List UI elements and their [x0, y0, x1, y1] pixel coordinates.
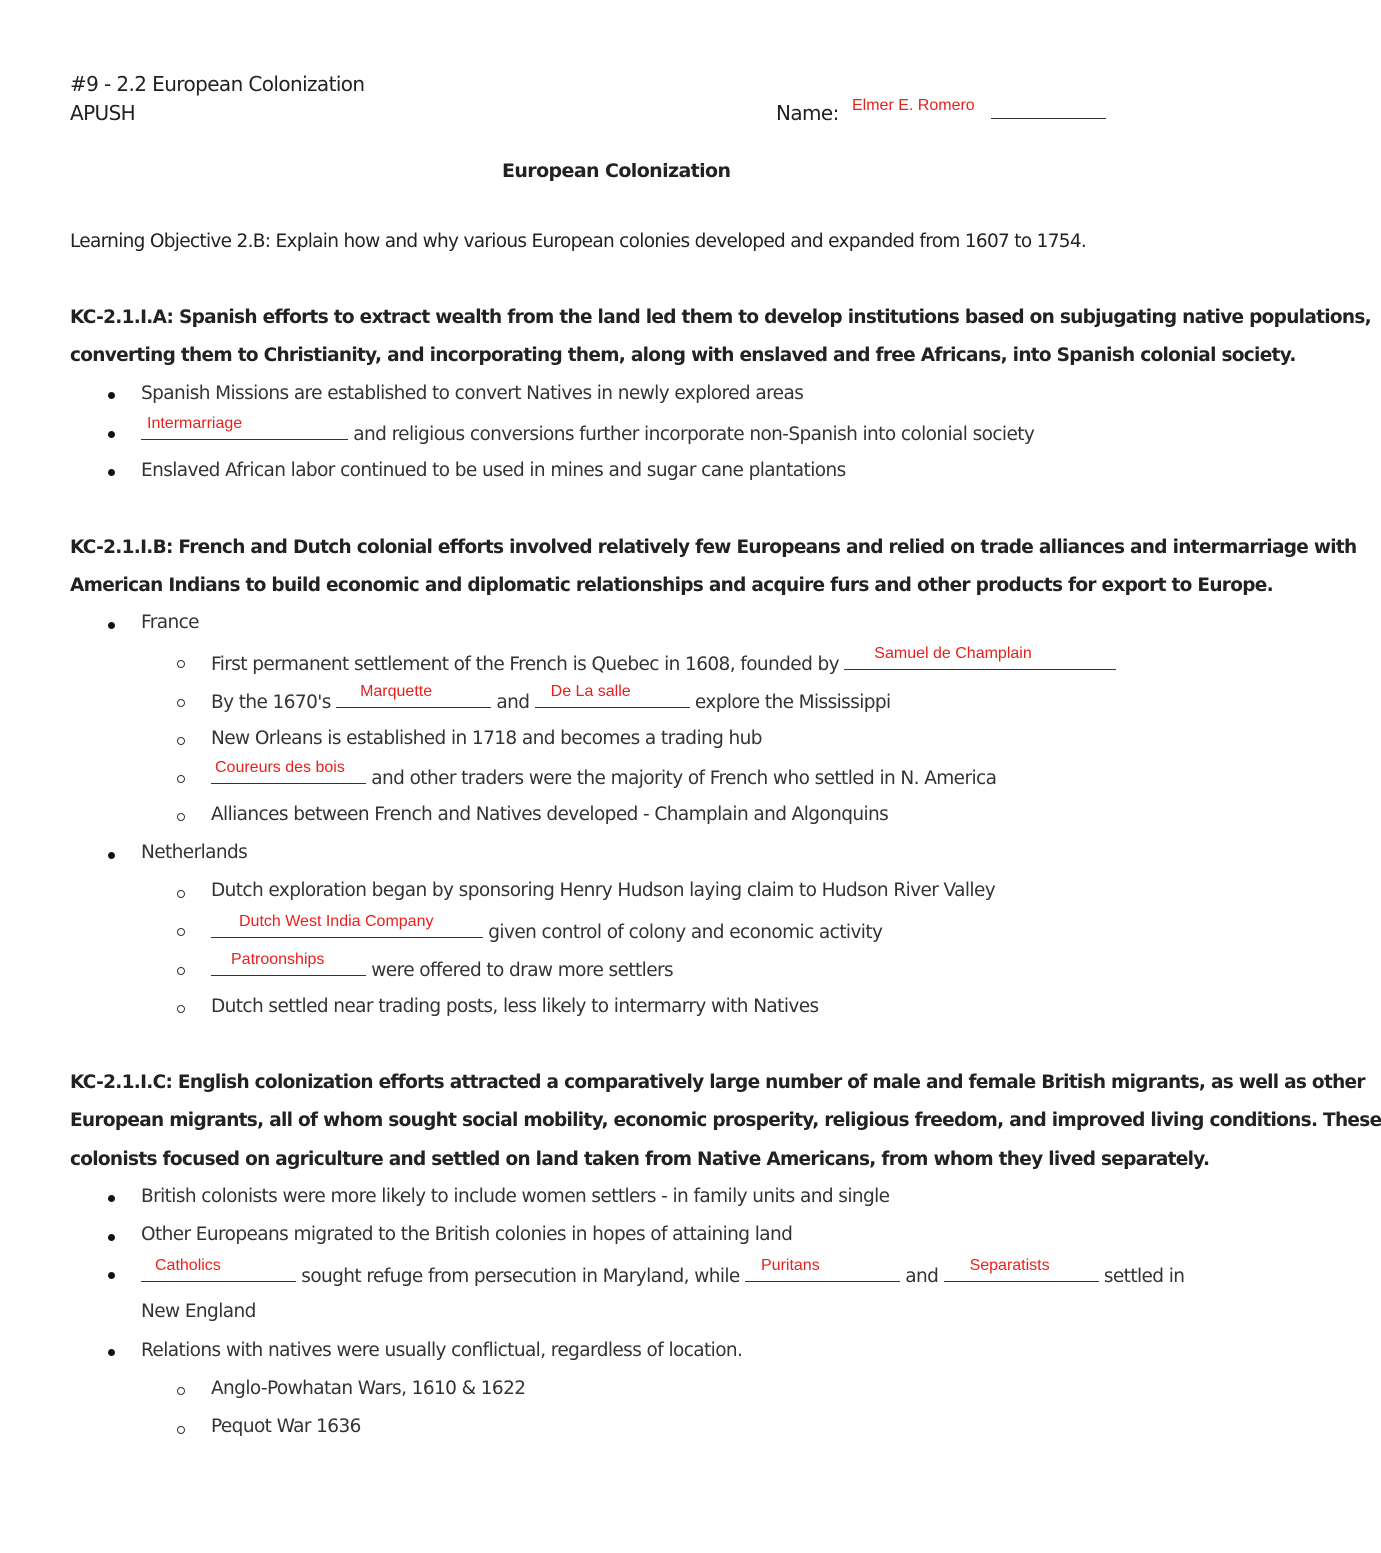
kc-a-bullet1: Spanish Missions are established to convert Natives in newly explored areas [141, 383, 804, 404]
sub-bullet-icon [177, 1387, 185, 1395]
bullet-icon [108, 852, 115, 859]
name-label: Name: [776, 101, 839, 125]
bullet-icon [108, 1349, 115, 1356]
bullet-icon [108, 1234, 115, 1241]
netherlands-item3-text: were offered to draw more settlers [371, 960, 674, 981]
kc-a-bullet3: Enslaved African labor continued to be used in mines and sugar cane plantations [141, 460, 846, 481]
sub-bullet-icon [177, 928, 185, 936]
kc-c-bullet3 [141, 1257, 1185, 1287]
kc-c-bullet3-post: settled in [1103, 1266, 1185, 1287]
answer-de-la-salle: De La salle [550, 683, 631, 700]
kc-b-line2: American Indians to build economic and diplomatic relationships and acquire furs and other products for export to Europe. [70, 575, 1273, 596]
france-item5: Alliances between French and Natives developed - Champlain and Algonquins [211, 804, 889, 825]
sub-bullet-icon [177, 775, 185, 783]
bullet-icon [108, 1195, 115, 1202]
kc-c-bullet2: Other Europeans migrated to the British colonies in hopes of attaining land [141, 1224, 793, 1245]
kc-c-bullet3-mid2: and [905, 1266, 939, 1287]
document-title: #9 - 2.2 European Colonization [70, 72, 365, 96]
kc-b-line1: KC-2.1.I.B: French and Dutch colonial efforts involved relatively few Europeans and relied on trade alliances and intermarriage with [70, 537, 1357, 558]
answer-blank [211, 759, 366, 784]
sub-bullet-icon [177, 660, 185, 668]
answer-blank [745, 1257, 900, 1282]
france-item1 [211, 645, 1116, 675]
answer-blank [944, 1257, 1099, 1282]
answer-blank [844, 645, 1116, 670]
learning-objective: Learning Objective 2.B: Explain how and why various European colonies developed and expanded from 1607 to 1754. [70, 231, 1087, 252]
kc-c-bullet4: Relations with natives were usually conflictual, regardless of location. [141, 1340, 743, 1361]
page-heading: European Colonization [502, 160, 731, 182]
sub-bullet-icon [177, 890, 185, 898]
bullet-icon [108, 431, 115, 438]
france-item4-text: and other traders were the majority of French who settled in N. America [371, 768, 997, 789]
answer-dwic: Dutch West India Company [239, 913, 434, 930]
kc-a-line1: KC-2.1.I.A: Spanish efforts to extract wealth from the land led them to develop institutions based on subjugating native populations, [70, 307, 1372, 328]
netherlands-item2 [211, 913, 883, 943]
sub-bullet-icon [177, 1005, 185, 1013]
france-item3: New Orleans is established in 1718 and becomes a trading hub [211, 728, 762, 749]
answer-blank [535, 683, 690, 708]
sub-bullet-icon [177, 813, 185, 821]
netherlands-item1: Dutch exploration began by sponsoring Henry Hudson laying claim to Hudson River Valley [211, 880, 996, 901]
answer-marquette: Marquette [360, 683, 433, 700]
course-label: APUSH [70, 101, 136, 125]
france-item4 [211, 759, 997, 789]
answer-separatists: Separatists [969, 1257, 1050, 1274]
netherlands-label: Netherlands [141, 842, 248, 863]
kc-a-line2: converting them to Christianity, and incorporating them, along with enslaved and free Africans, into Spanish colonial society. [70, 345, 1296, 366]
netherlands-item4: Dutch settled near trading posts, less likely to intermarry with Natives [211, 996, 819, 1017]
name-blank-line [991, 118, 1106, 119]
answer-blank [141, 415, 348, 440]
answer-blank [141, 1257, 296, 1282]
netherlands-item3 [211, 951, 674, 981]
france-label: France [141, 612, 199, 633]
answer-blank [211, 951, 366, 976]
sub-bullet-icon [177, 1426, 185, 1434]
kc-c-sub1: Anglo-Powhatan Wars, 1610 & 1622 [211, 1378, 526, 1399]
kc-a-bullet2 [141, 415, 1035, 445]
answer-blank [336, 683, 491, 708]
kc-a-bullet2-text: and religious conversions further incorporate non-Spanish into colonial society [353, 424, 1035, 445]
kc-c-bullet3-line2: New England [141, 1301, 256, 1322]
kc-c-sub2: Pequot War 1636 [211, 1416, 361, 1437]
bullet-icon [108, 469, 115, 476]
kc-c-bullet1: British colonists were more likely to include women settlers - in family units and single [141, 1186, 890, 1207]
netherlands-item2-text: given control of colony and economic activity [488, 922, 883, 943]
sub-bullet-icon [177, 737, 185, 745]
bullet-icon [108, 622, 115, 629]
answer-champlain: Samuel de Champlain [874, 645, 1032, 662]
kc-c-bullet3-mid1: sought refuge from persecution in Maryland, while [301, 1266, 740, 1287]
sub-bullet-icon [177, 967, 185, 975]
kc-c-line3: colonists focused on agriculture and settled on land taken from Native Americans, from whom they lived separately. [70, 1149, 1210, 1170]
answer-blank [211, 913, 483, 938]
answer-catholics: Catholics [155, 1257, 221, 1274]
answer-patroonships: Patroonships [231, 951, 325, 968]
kc-c-line1: KC-2.1.I.C: English colonization efforts attracted a comparatively large number of male and female British migrants, as well as other [70, 1072, 1365, 1093]
france-item1-text: First permanent settlement of the French is Quebec in 1608, founded by [211, 654, 840, 675]
bullet-icon [108, 1272, 115, 1279]
answer-intermarriage: Intermarriage [147, 415, 243, 432]
sub-bullet-icon [177, 699, 185, 707]
bullet-icon [108, 392, 115, 399]
france-item2-post: explore the Mississippi [694, 692, 891, 713]
answer-puritans: Puritans [761, 1257, 820, 1274]
answer-coureurs: Coureurs des bois [215, 759, 345, 776]
france-item2-pre: By the 1670's [211, 692, 331, 713]
name-value: Elmer E. Romero [852, 97, 975, 114]
kc-c-line2: European migrants, all of whom sought social mobility, economic prosperity, religious freedom, and improved living conditions. These [70, 1110, 1381, 1131]
france-item2 [211, 683, 891, 713]
france-item2-mid: and [496, 692, 530, 713]
